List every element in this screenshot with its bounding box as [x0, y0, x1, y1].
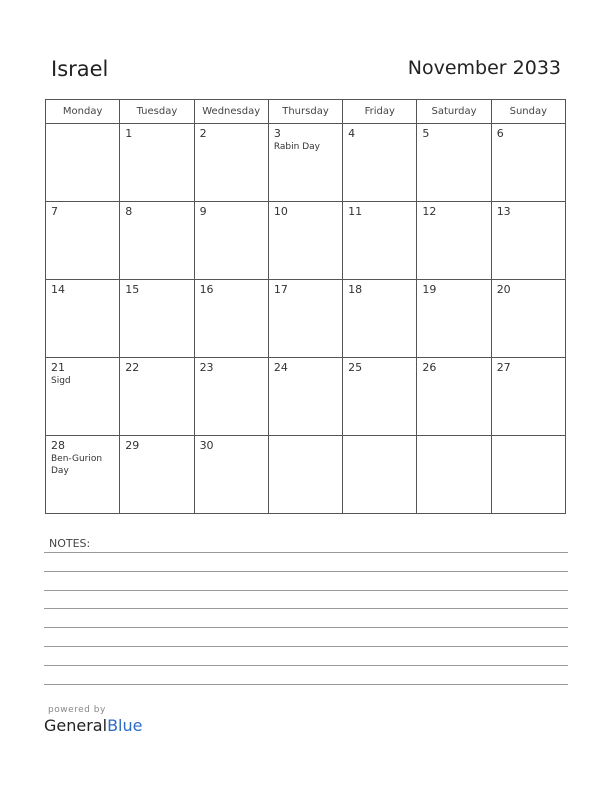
empty-day-cell [491, 436, 565, 514]
day-cell [46, 280, 120, 358]
empty-day-cell [417, 436, 491, 514]
day-cell [417, 280, 491, 358]
day-cell [46, 358, 120, 436]
day-cell [120, 280, 194, 358]
powered-by-text: powered by [48, 705, 106, 715]
brand-logo [44, 716, 142, 735]
day-number: 12 [422, 205, 437, 218]
day-number: 24 [273, 361, 288, 374]
brand-blue: Blue [107, 716, 143, 735]
weekday-friday: Friday [343, 100, 417, 124]
day-number: 7 [51, 205, 58, 218]
day-cell [491, 124, 565, 202]
day-cell [268, 124, 342, 202]
day-number: 3 [273, 127, 281, 140]
day-number: 11 [348, 205, 363, 218]
weekday-sunday: Sunday [491, 100, 565, 124]
brand-general: General [44, 716, 108, 735]
day-cell [46, 436, 120, 514]
day-cell [120, 202, 194, 280]
empty-day-cell [46, 124, 120, 202]
day-cell [268, 358, 342, 436]
day-number: 20 [496, 283, 511, 296]
day-cell [417, 358, 491, 436]
holiday-label: Ben-Gurion Day [51, 454, 103, 476]
day-cell [343, 280, 417, 358]
day-number: 9 [199, 205, 207, 218]
day-number: 21 [51, 361, 65, 374]
day-number: 13 [496, 205, 511, 218]
day-number: 6 [496, 127, 504, 140]
note-line [44, 684, 568, 685]
day-number: 26 [422, 361, 437, 374]
weekday-monday: Monday [46, 100, 120, 124]
weekday-header-row [46, 100, 566, 124]
empty-day-cell [343, 436, 417, 514]
day-cell [194, 124, 268, 202]
day-cell [268, 202, 342, 280]
weekday-saturday: Saturday [417, 100, 491, 124]
day-cell [120, 358, 194, 436]
note-line [44, 590, 568, 591]
day-number: 17 [273, 283, 288, 296]
notes-label: NOTES: [49, 537, 91, 550]
weekday-wednesday: Wednesday [194, 100, 268, 124]
day-cell [120, 124, 194, 202]
day-number: 4 [348, 127, 356, 140]
note-line [44, 608, 568, 609]
week-row [46, 124, 566, 202]
day-cell [194, 436, 268, 514]
day-number: 27 [496, 361, 511, 374]
week-row [46, 202, 566, 280]
day-number: 23 [199, 361, 214, 374]
day-number: 15 [125, 283, 140, 296]
day-cell [343, 358, 417, 436]
day-cell [417, 124, 491, 202]
weekday-thursday: Thursday [268, 100, 342, 124]
holiday-label: Rabin Day [273, 142, 320, 152]
day-number: 2 [199, 127, 207, 140]
day-cell [120, 436, 194, 514]
day-number: 18 [348, 283, 363, 296]
day-cell [491, 280, 565, 358]
day-number: 8 [125, 205, 133, 218]
day-number: 10 [273, 205, 288, 218]
day-number: 1 [125, 127, 133, 140]
note-line [44, 552, 568, 553]
day-number: 28 [51, 439, 65, 452]
calendar-body [46, 124, 566, 514]
day-cell [417, 202, 491, 280]
day-cell [343, 202, 417, 280]
week-row [46, 280, 566, 358]
empty-day-cell [268, 436, 342, 514]
week-row [46, 436, 566, 514]
country-title: Israel [51, 57, 109, 81]
day-cell [194, 202, 268, 280]
day-cell [343, 124, 417, 202]
note-line [44, 646, 568, 647]
holiday-label: Sigd [51, 376, 71, 386]
note-line [44, 627, 568, 628]
day-number: 22 [125, 361, 140, 374]
month-year-title: November 2033 [407, 57, 561, 79]
day-number: 19 [422, 283, 437, 296]
week-row [46, 358, 566, 436]
day-cell [268, 280, 342, 358]
day-number: 25 [348, 361, 363, 374]
day-number: 14 [51, 283, 65, 296]
day-cell [46, 202, 120, 280]
day-cell [194, 280, 268, 358]
calendar-grid [45, 99, 566, 514]
note-line [44, 571, 568, 572]
day-cell [491, 358, 565, 436]
weekday-tuesday: Tuesday [120, 100, 194, 124]
day-number: 29 [125, 439, 140, 452]
day-number: 30 [199, 439, 214, 452]
day-number: 16 [199, 283, 214, 296]
day-number: 5 [422, 127, 430, 140]
note-line [44, 665, 568, 666]
day-cell [491, 202, 565, 280]
day-cell [194, 358, 268, 436]
